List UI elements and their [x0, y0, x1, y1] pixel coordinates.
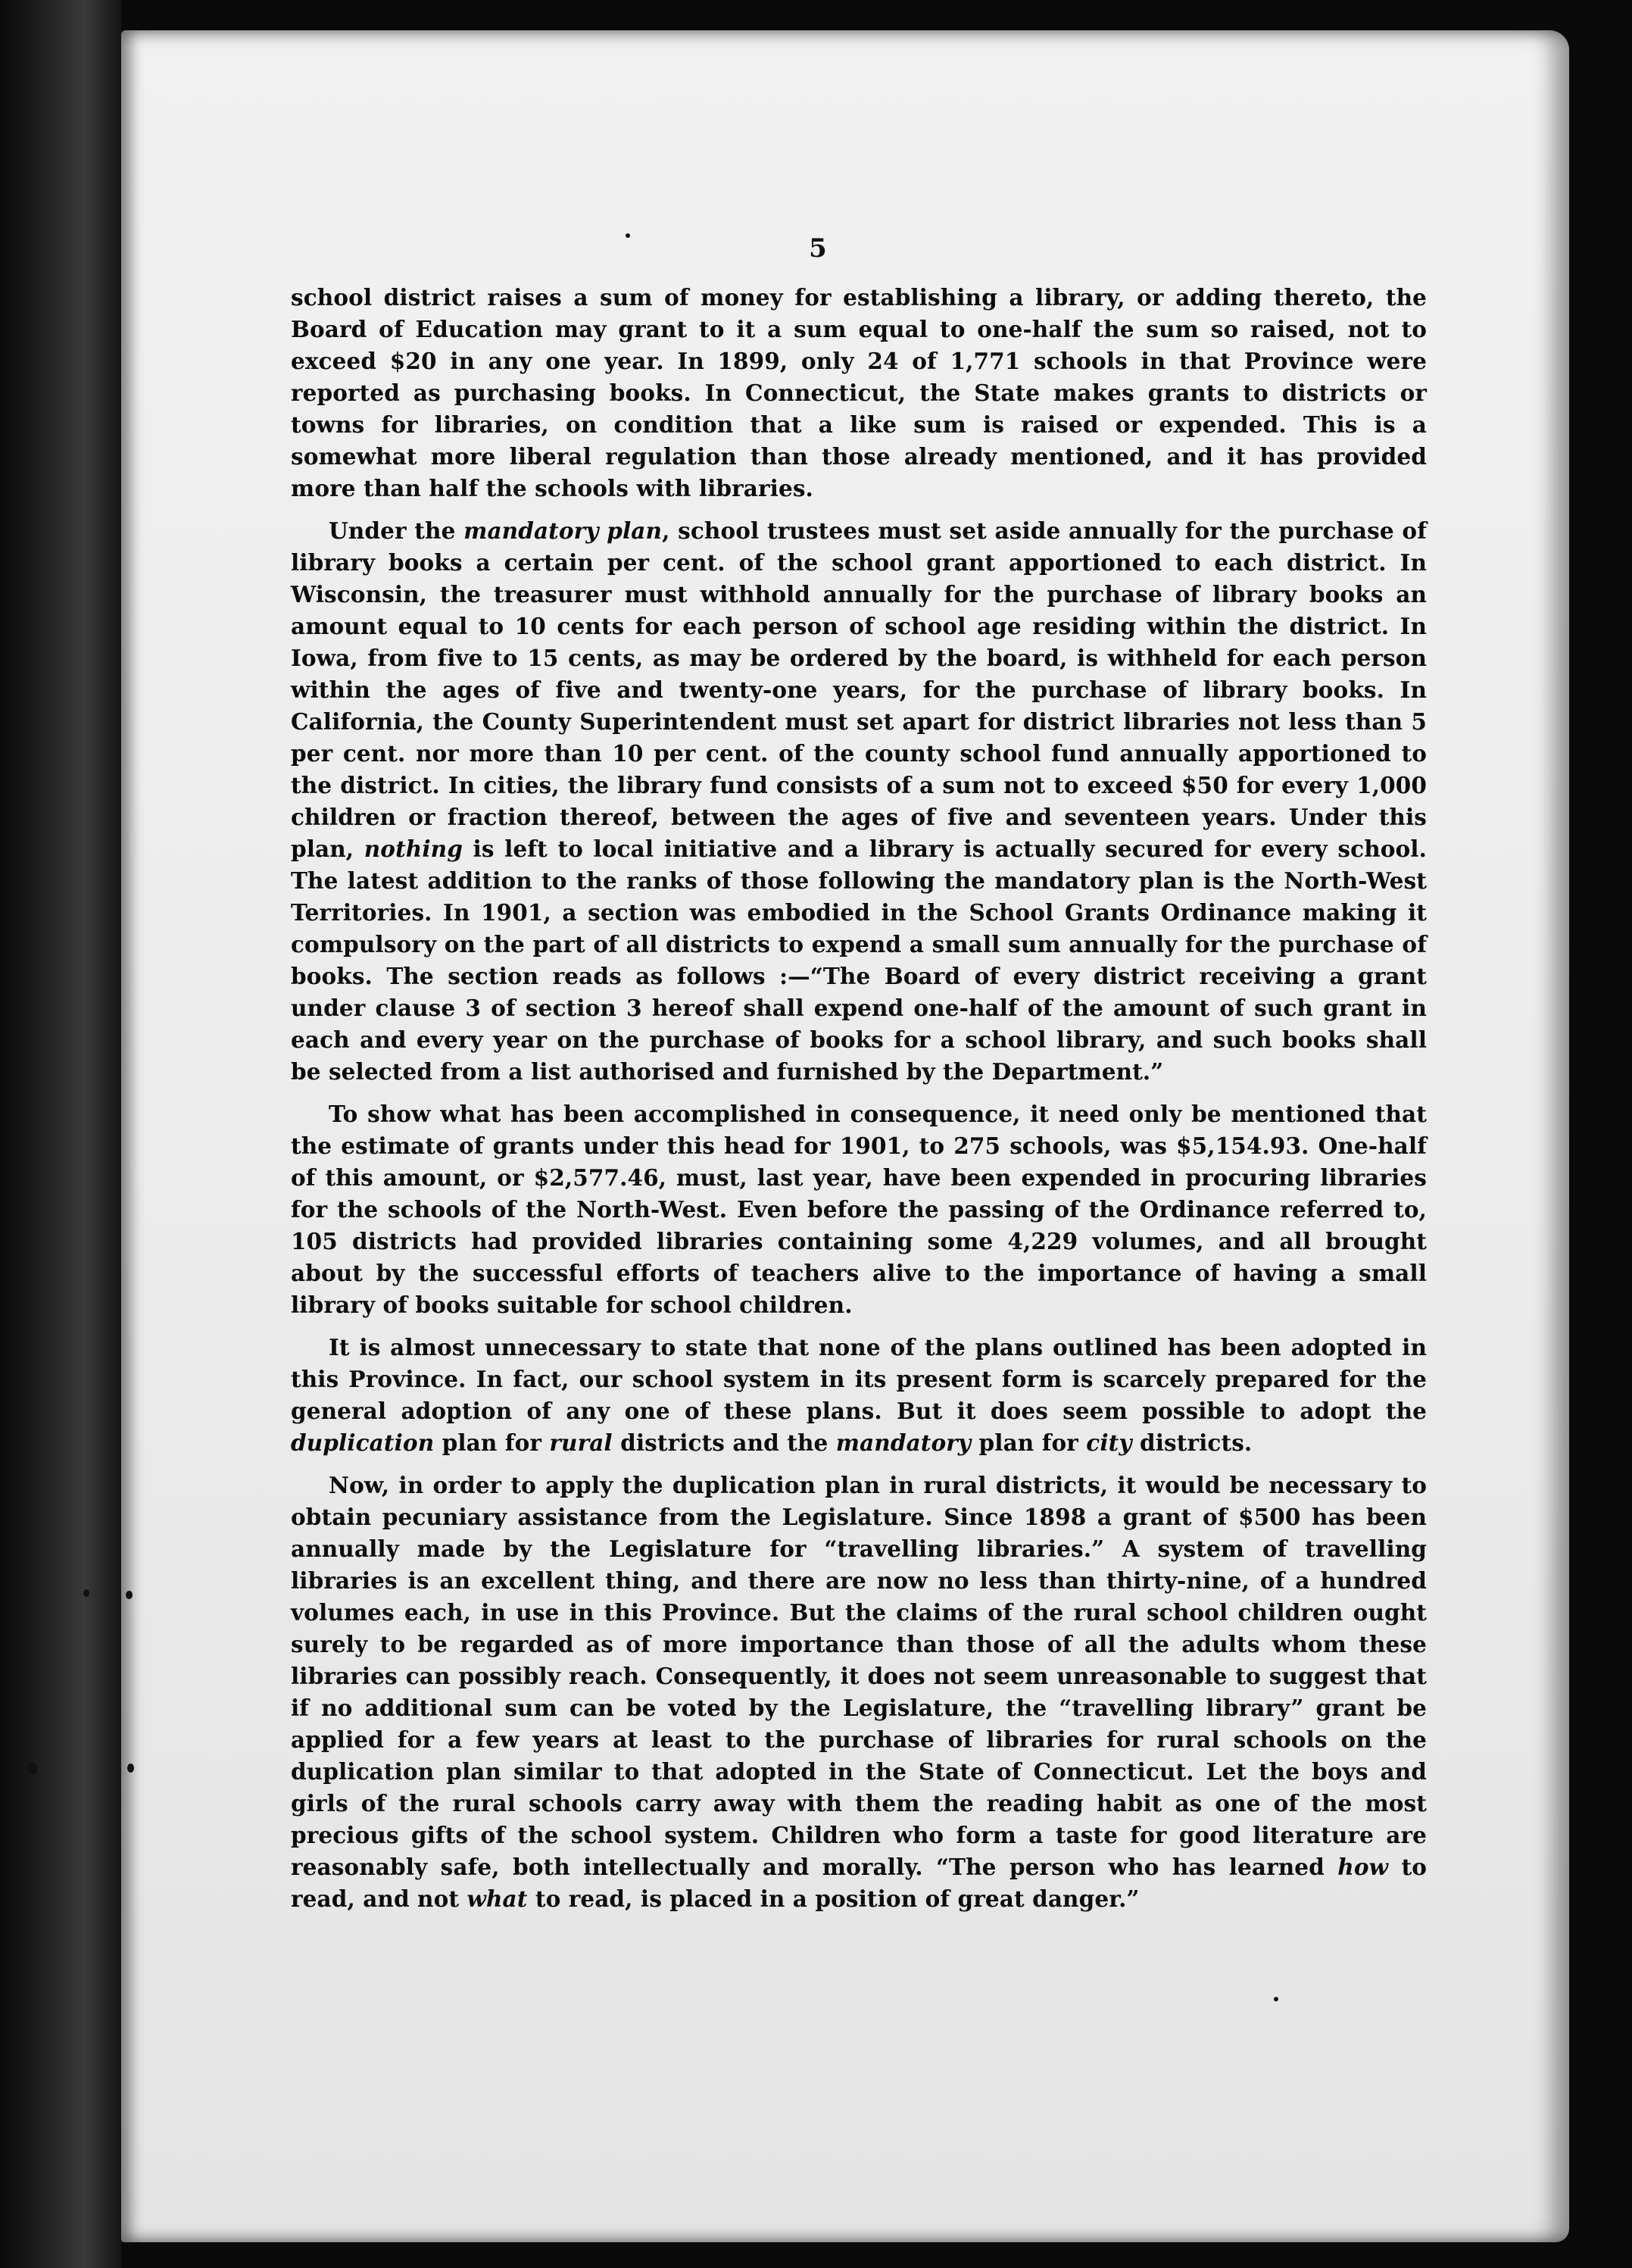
emphasis-rural: rural	[549, 1429, 613, 1456]
scan-speck	[127, 1763, 134, 1773]
scan-speck	[626, 233, 630, 238]
emphasis-mandatory-plan: mandatory plan	[463, 517, 663, 544]
paragraph-1: school district raises a sum of money for establishing a library, or adding thereto, the Board of Education may grant to it a sum equal to one-half the sum so raised, not to exceed $20 in any one year. In 1899, only 24 of 1,771 schools in that Province were reported as purchasing books. In Connecticut, the State makes grants to districts or towns for libraries, on condition that a like sum is raised or expended. This is a somewhat more liberal regulation than those already mentioned, and it has provided more than half the schools with libraries.	[291, 284, 1427, 501]
body-text	[291, 282, 1427, 1926]
paragraph-4: It is almost unnecessary to state that none of the plans outlined has been adopted in this Province. In fact, our school system in its present form is scarcely prepared for the general adoption of any one of these plans. But it does seem possible to adopt the duplication plan for rural districts and the mandatory plan for city districts.	[291, 1334, 1427, 1456]
paragraph-3: To show what has been accomplished in consequence, it need only be mentioned that the estimate of grants under this head for 1901, to 275 schools, was $5,154.93. One-half of this amount, or $2,577.46, must, last year, have been expended in procuring libraries for the schools of the North-West. Even before the passing of the Ordinance referred to, 105 districts had provided libraries containing some 4,229 volumes, and all brought about by the successful efforts of teachers alive to the importance of having a small library of books suitable for school children.	[291, 1101, 1427, 1318]
scan-speck	[83, 1589, 89, 1597]
paragraph-2: Under the mandatory plan, school trustees must set aside annually for the purchase of library books a certain per cent. of the school grant apportioned to each district. In Wisconsin, the treasurer must withhold annually for the purchase of library books an amount equal to 10 cents for each person of school age residing within the district. In Iowa, from five to 15 cents, as may be ordered by the board, is withheld for each person within the ages of five and twenty-one years, for the purchase of library books. In California, the County Superintendent must set apart for district libraries not less than 5 per cent. nor more than 10 per cent. of the county school fund annually apportioned to the district. In cities, the library fund consists of a sum not to exceed $50 for every 1,000 children or fraction thereof, between the ages of five and seventeen years. Under this plan, nothing is left to local initiative and a library is actually secured for every school. The latest addition to the ranks of those following the mandatory plan is the North-West Territories. In 1901, a section was embodied in the School Grants Ordinance making it compulsory on the part of all districts to expend a small sum annually for the purchase of books. The section reads as follows :—“The Board of every district receiving a grant under clause 3 of section 3 hereof shall expend one-half of the amount of such grant in each and every year on the purchase of books for a school library, and such books shall be selected from a list authorised and furnished by the Department.”	[291, 517, 1427, 1085]
emphasis-duplication: duplication	[291, 1429, 435, 1456]
scan-speck	[126, 1591, 133, 1599]
scan-speck	[1274, 1997, 1278, 2001]
scan-speck	[27, 1762, 37, 1775]
emphasis-how: how	[1337, 1854, 1389, 1880]
paragraph-5: Now, in order to apply the duplication plan in rural districts, it would be necessary to obtain pecuniary assistance from the Legislature. Since 1898 a grant of $500 has been annually made by the Legislature for “travelling libraries.” A system of travelling libraries is an excellent thing, and there are now no less than thirty-nine, of a hundred volumes each, in use in this Province. But the claims of the rural school children ought surely to be regarded as of more importance than those of all the adults whom these libraries can possibly reach. Consequently, it does not seem unreasonable to suggest that if no additional sum can be voted by the Legislature, the “travelling library” grant be applied for a few years at least to the purchase of libraries for rural schools on the duplication plan similar to that adopted in the State of Connecticut. Let the boys and girls of the rural schools carry away with them the reading habit as one of the most precious gifts of the school system. Children who form a taste for good literature are reasonably safe, both intellectually and morally. “The person who has learned how to read, and not what to read, is placed in a position of great danger.”	[291, 1472, 1427, 1912]
emphasis-what: what	[467, 1885, 528, 1912]
left-page-edge	[0, 0, 121, 2268]
emphasis-city: city	[1086, 1429, 1132, 1456]
emphasis-nothing: nothing	[364, 836, 463, 862]
emphasis-mandatory: mandatory	[835, 1429, 972, 1456]
page-number: 5	[809, 233, 827, 264]
